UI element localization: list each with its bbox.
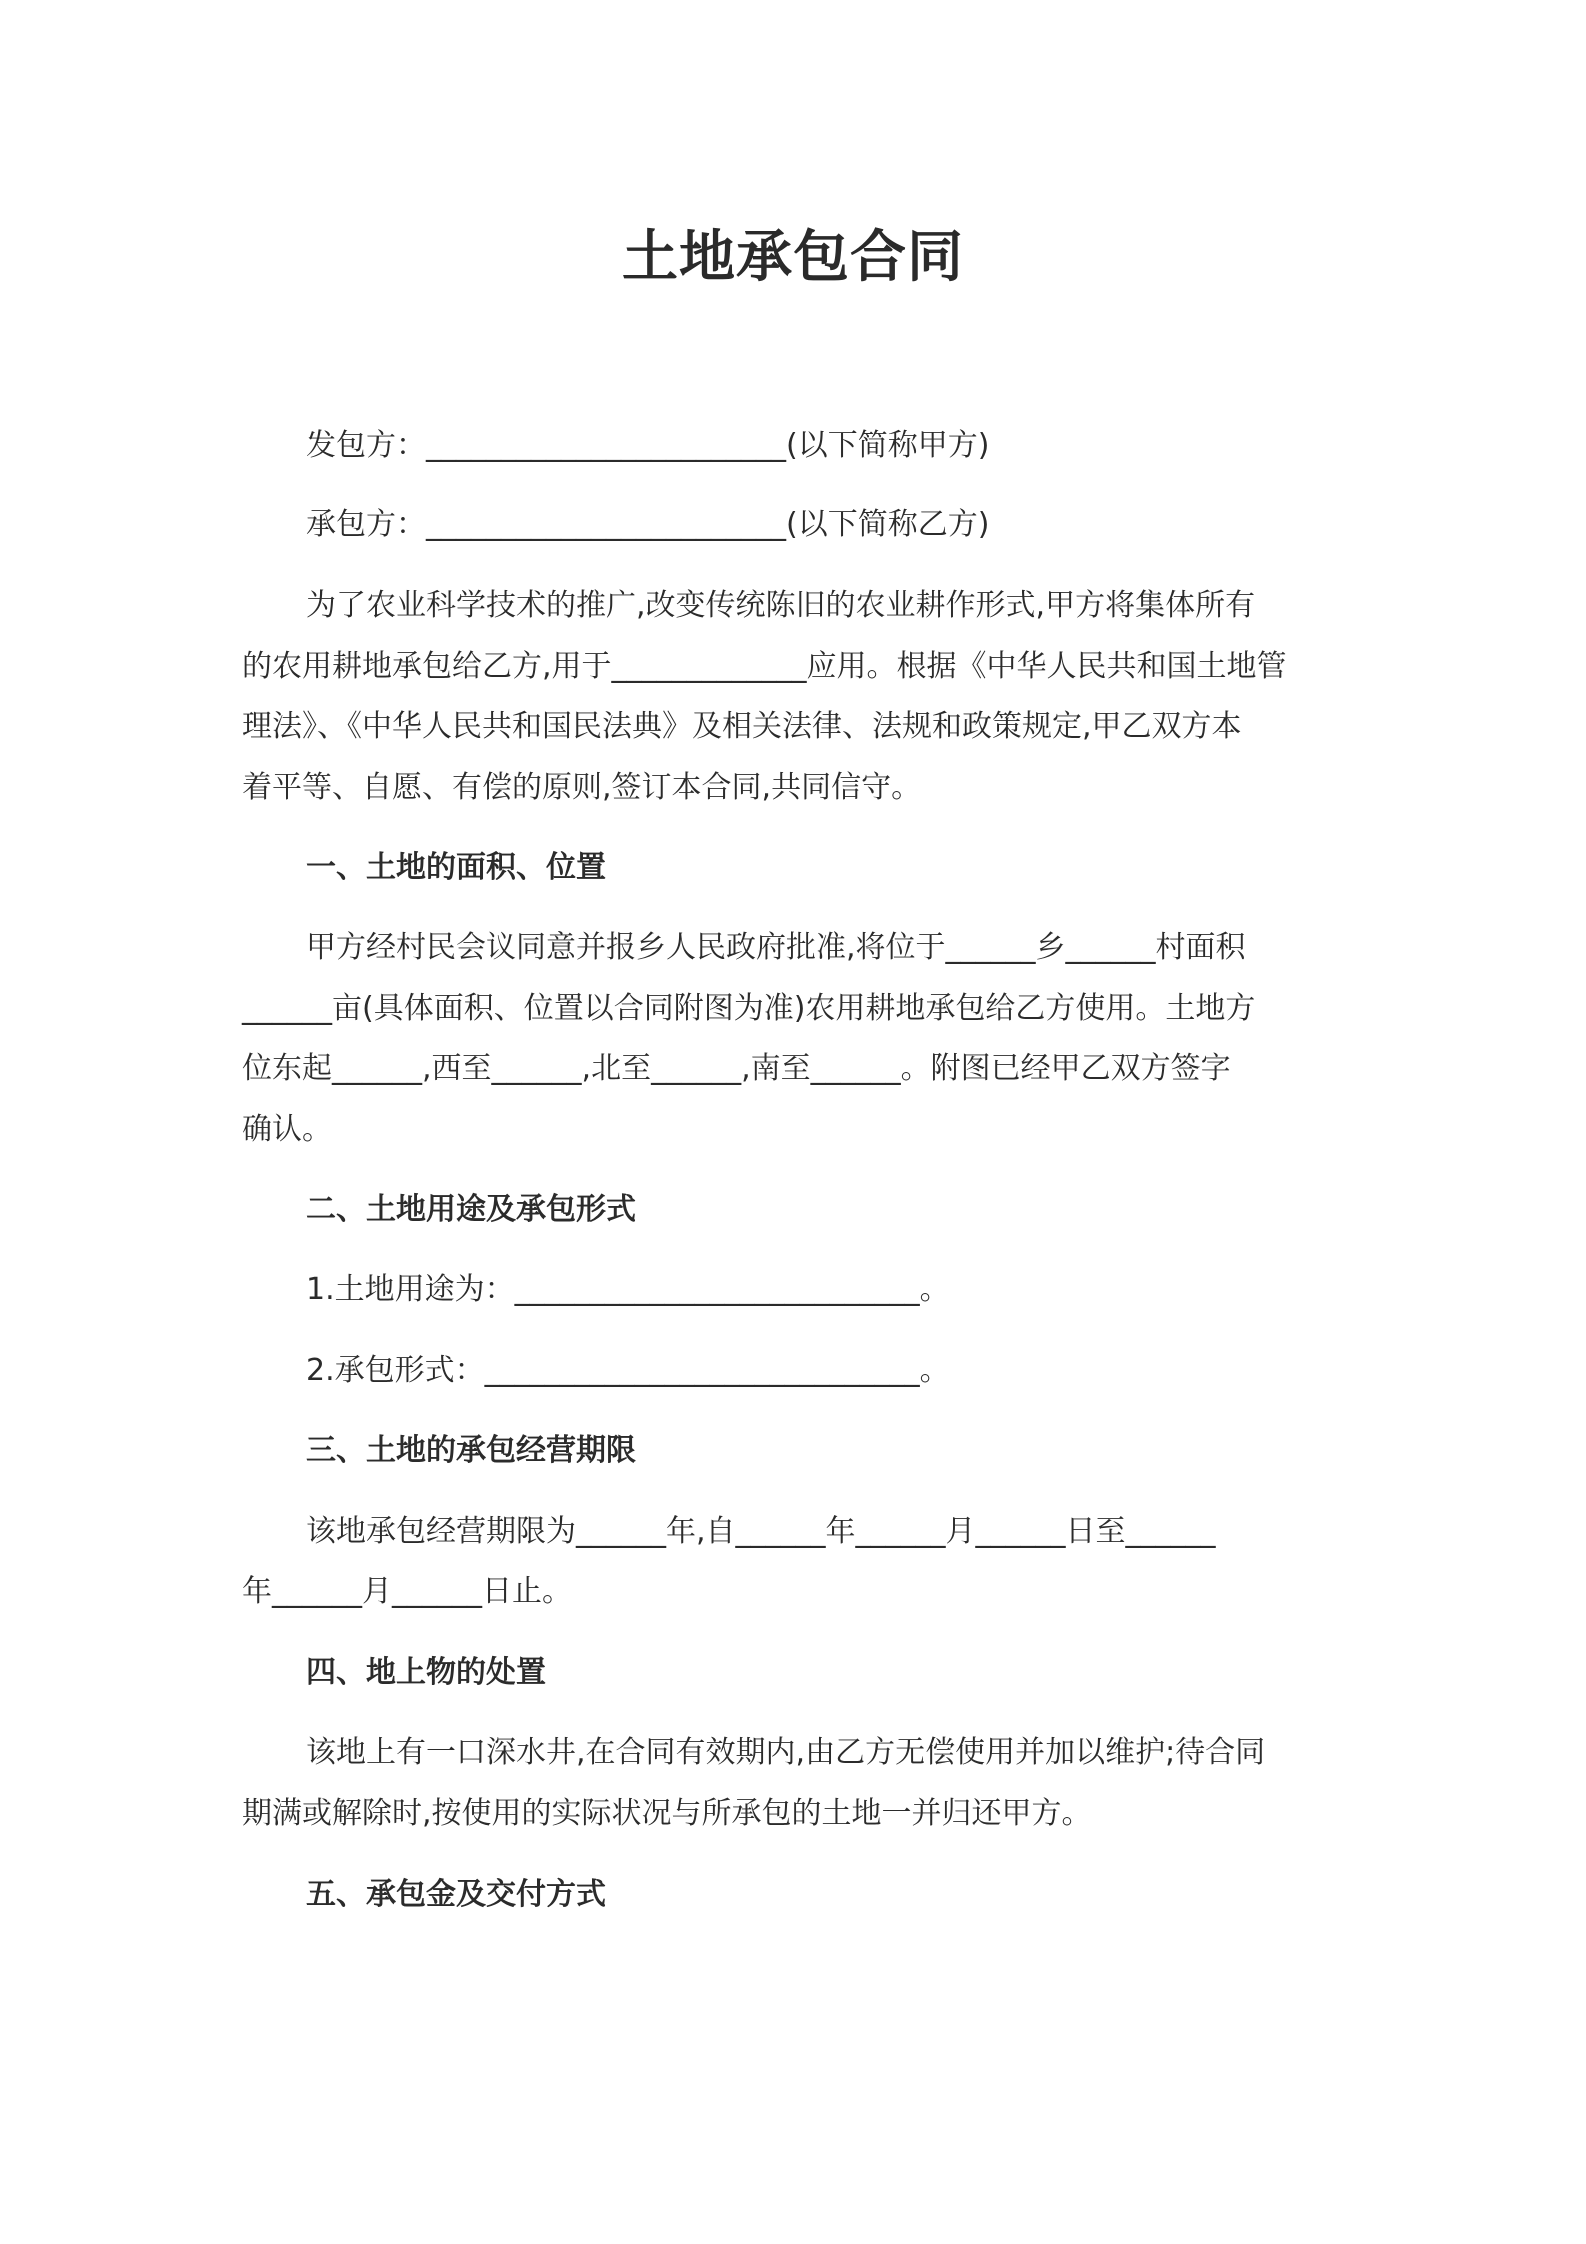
document-title: 土地承包合同 [622, 225, 964, 290]
section-1-heading: 一、土地的面积、位置 [306, 850, 606, 885]
section-4-line-2: 期满或解除时,按使用的实际状况与所承包的土地一并归还甲方。 [242, 1796, 1092, 1831]
section-4-line-1: 该地上有一口深水井,在合同有效期内,由乙方无偿使用并加以维护;待合同 [306, 1735, 1266, 1770]
section-3-line-2: 年______月______日止。 [242, 1574, 572, 1609]
section-1-line-4: 确认。 [242, 1112, 332, 1147]
preamble-line-3: 理法》、《中华人民共和国民法典》及相关法律、法规和政策规定,甲乙双方本 [242, 709, 1242, 744]
preamble-line-1: 为了农业科学技术的推广,改变传统陈旧的农业耕作形式,甲方将集体所有 [306, 588, 1256, 623]
party-b-line: 承包方：________________________(以下简称乙方) [306, 507, 990, 542]
section-1-line-2: ______亩(具体面积、位置以合同附图为准)农用耕地承包给乙方使用。土地方 [242, 991, 1256, 1026]
section-3-heading: 三、土地的承包经营期限 [306, 1433, 636, 1468]
section-2-item-1: 1.土地用途为：___________________________。 [306, 1272, 950, 1307]
section-2-item-2: 2.承包形式：_____________________________。 [306, 1353, 950, 1388]
section-1-line-3: 位东起______,西至______,北至______,南至______。附图已经甲乙双方签字 [242, 1051, 1231, 1086]
section-2-heading: 二、土地用途及承包形式 [306, 1192, 636, 1227]
section-1-line-1: 甲方经村民会议同意并报乡人民政府批准,将位于______乡______村面积 [306, 930, 1246, 965]
preamble-line-2: 的农用耕地承包给乙方,用于_____________应用。根据《中华人民共和国土地管 [242, 649, 1287, 684]
section-5-heading: 五、承包金及交付方式 [306, 1877, 606, 1912]
section-4-heading: 四、地上物的处置 [306, 1655, 546, 1690]
party-a-line: 发包方：________________________(以下简称甲方) [306, 428, 990, 463]
section-3-line-1: 该地承包经营期限为______年,自______年______月______日至______ [306, 1514, 1216, 1549]
preamble-line-4: 着平等、自愿、有偿的原则,签订本合同,共同信守。 [242, 770, 922, 805]
